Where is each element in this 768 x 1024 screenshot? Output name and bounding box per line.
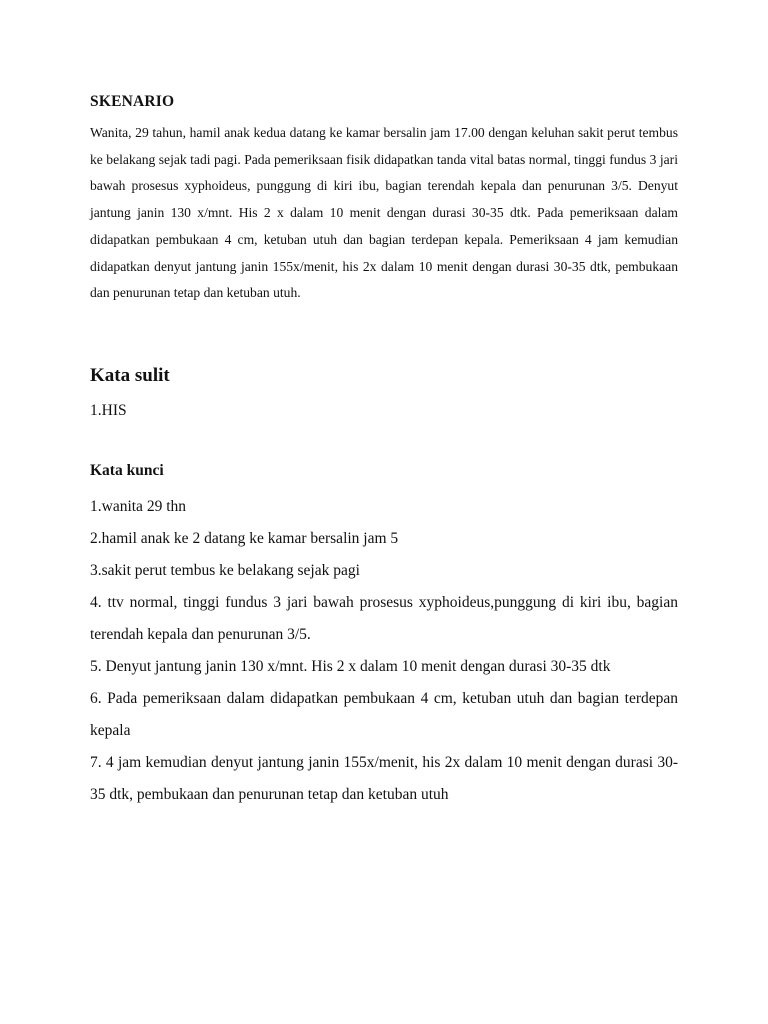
skenario-heading: SKENARIO [90,93,175,110]
kata-kunci-item: 5. Denyut jantung janin 130 x/mnt. His 2 x dalam 10 menit dengan durasi 30-35 dtk [90,658,611,675]
skenario-paragraph: Wanita, 29 tahun, hamil anak kedua datang ke kamar bersalin jam 17.00 dengan keluhan sakit perut tembus ke belakang sejak tadi pagi. Pada pemeriksaan fisik didapatkan tanda vital batas normal, tinggi fundus 3 jari bawah prosesus xyphoideus, punggung di kiri ibu, bagian terendah kepala dan penurunan 3/5. Denyut jantung janin 130 x/mnt. His 2 x dalam 10 menit dengan durasi 30-35 dtk. Pada pemeriksaan dalam didapatkan pembukaan 4 cm, ketuban utuh dan bagian terdepan kepala. Pemeriksaan 4 jam kemudian didapatkan denyut jantung janin 155x/menit, his 2x dalam 10 menit dengan durasi 30-35 dtk, pembukaan dan penurunan tetap dan ketuban utuh. [90,125,678,301]
kata-kunci-item: 7. 4 jam kemudian denyut jantung janin 155x/menit, his 2x dalam 10 menit dengan durasi 30-35 dtk, pembukaan dan penurunan tetap dan ketuban utuh [90,754,678,803]
kata-kunci-item: 3.sakit perut tembus ke belakang sejak pagi [90,562,360,579]
kata-kunci-list [90,491,678,811]
kata-kunci-item: 4. ttv normal, tinggi fundus 3 jari bawah prosesus xyphoideus,punggung di kiri ibu, bagian terendah kepala dan penurunan 3/5. [90,594,678,643]
kata-kunci-item: 2.hamil anak ke 2 datang ke kamar bersalin jam 5 [90,530,399,547]
kata-kunci-item: 6. Pada pemeriksaan dalam didapatkan pembukaan 4 cm, ketuban utuh dan bagian terdepan kepala [90,690,678,739]
kata-sulit-heading: Kata sulit [90,365,170,386]
kata-kunci-heading: Kata kunci [90,462,164,479]
kata-sulit-item: 1.HIS [90,402,127,419]
kata-kunci-item: 1.wanita 29 thn [90,498,186,515]
